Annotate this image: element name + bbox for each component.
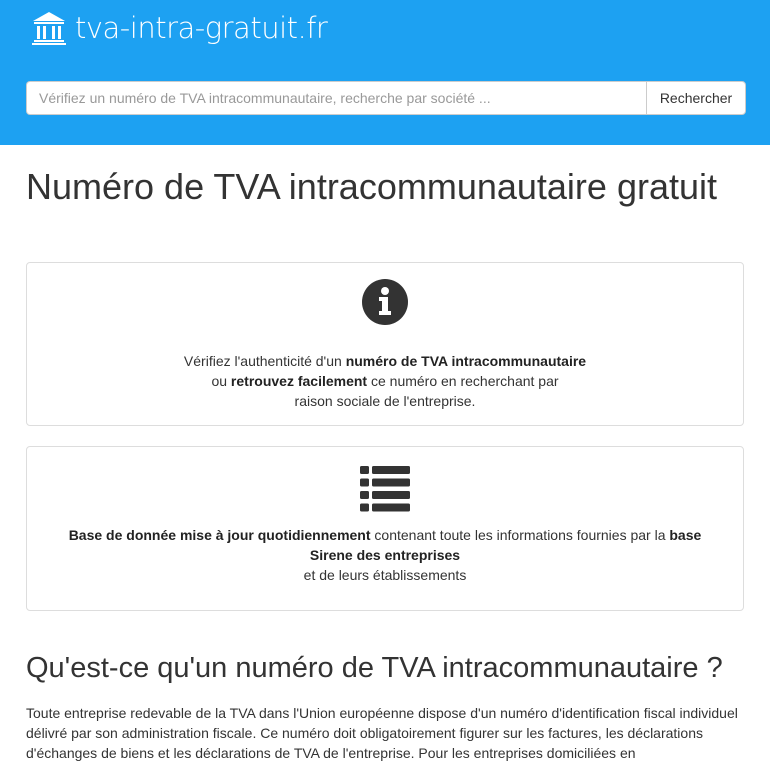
card-text: Vérifiez l'authenticité d'un numéro de TVA intracommunautaire ou retrouvez facilement ce numéro en recherchant par raison sociale de l'entreprise. [183, 353, 587, 409]
info-card-database [26, 446, 744, 611]
site-name: tva-intra-gratuit.fr [75, 11, 328, 45]
site-logo[interactable] [31, 10, 327, 46]
search-bar [26, 81, 746, 115]
bank-building-icon [31, 10, 67, 46]
site-header [0, 0, 770, 145]
list-icon [360, 466, 410, 512]
info-card-verify [26, 262, 744, 426]
section-paragraph: Toute entreprise redevable de la TVA dans l'Union européenne dispose d'un numéro d'identification fiscal individuel délivré par son administration fiscale. Ce numéro doit obligatoirement figurer sur les factures, les déclarations d'échanges de biens et les déclarations de TVA de l'entreprise. Pour les entreprises domiciliées en [26, 705, 738, 761]
info-circle-icon [361, 278, 409, 326]
search-button[interactable]: Rechercher [646, 81, 746, 115]
main-content [0, 166, 770, 763]
card-text: Base de donnée mise à jour quotidiennement contenant toute les informations fournies par la base Sirene des entreprises et de leurs établissements [68, 527, 702, 583]
search-input[interactable] [26, 81, 646, 115]
page-title: Numéro de TVA intracommunautaire gratuit [26, 166, 717, 207]
section-title: Qu'est-ce qu'un numéro de TVA intracommunautaire ? [26, 652, 723, 684]
